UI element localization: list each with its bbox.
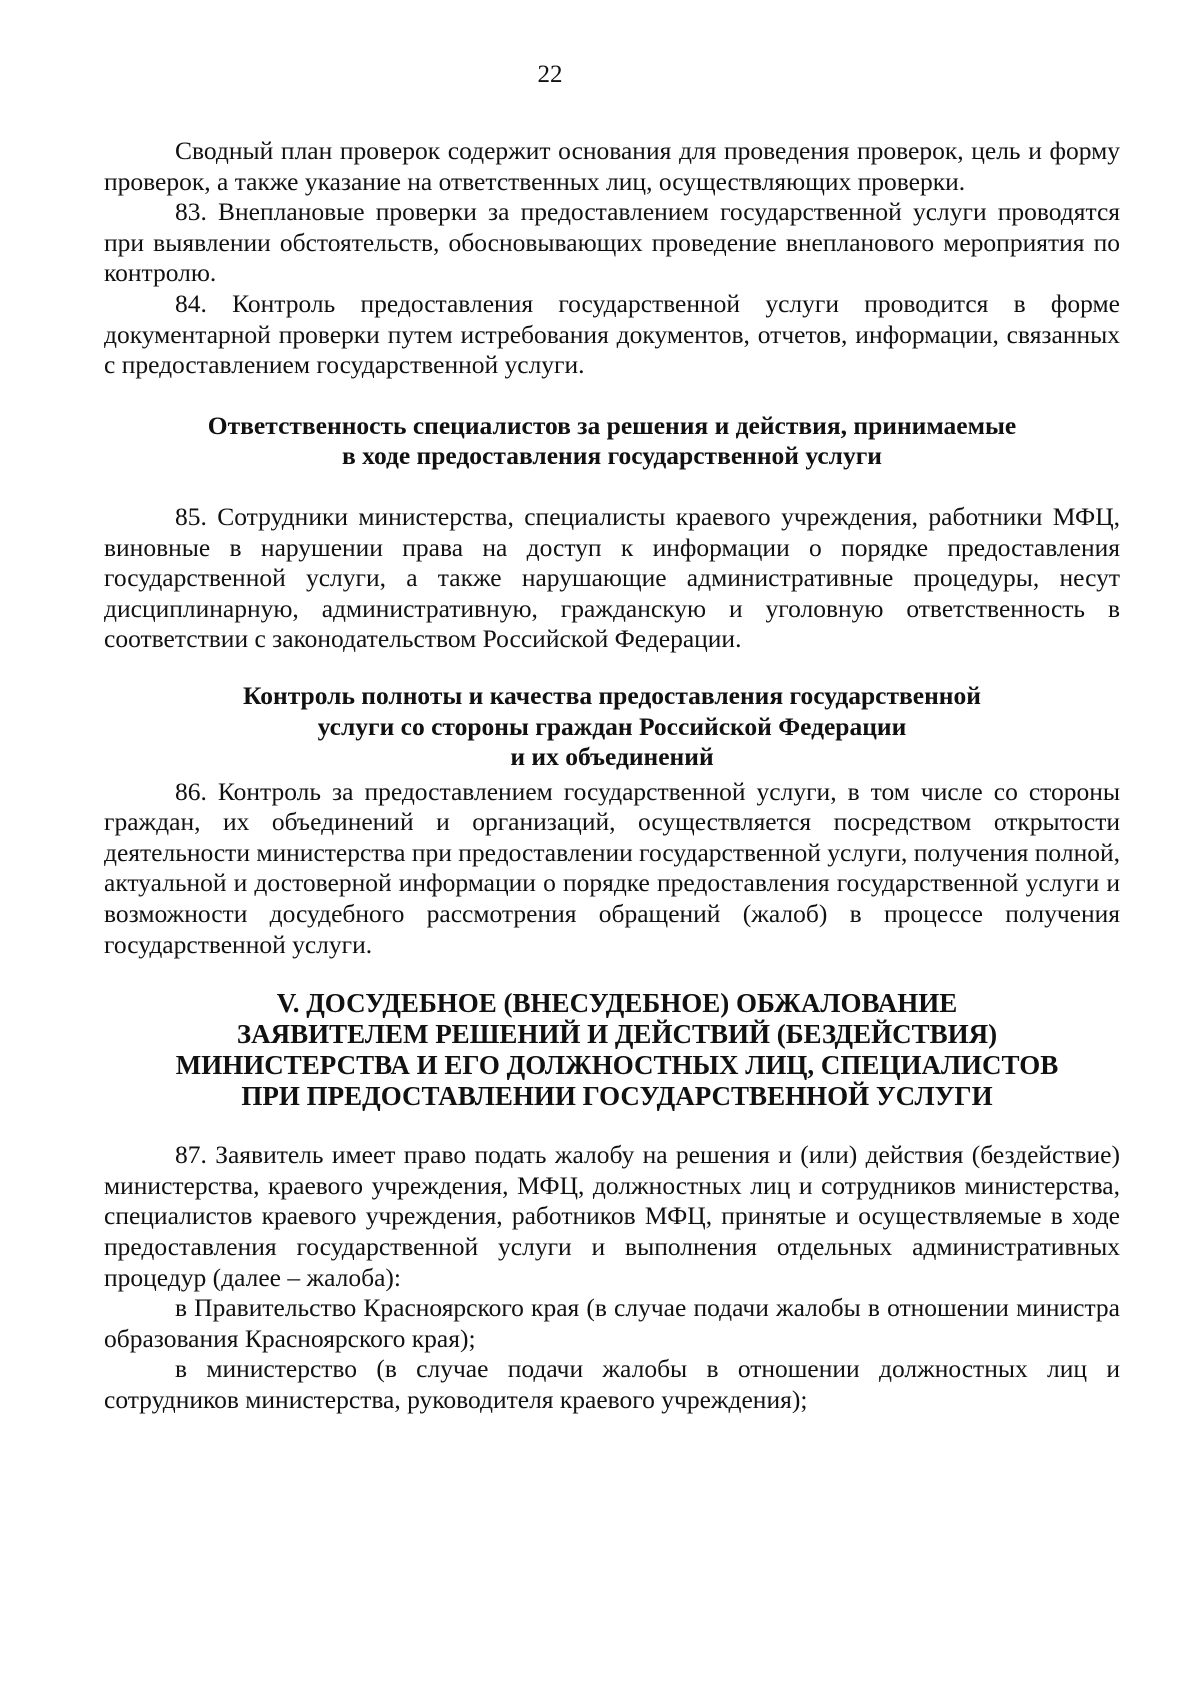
heading-citizen-control-line-3: и их объединений: [510, 742, 714, 772]
page-number: 22: [537, 61, 563, 88]
paragraph-summary-plan: Сводный план проверок содержит основания для проведения проверок, цель и форму проверок, а также указание на ответственных лиц, осуществляющих проверки.: [104, 136, 1120, 196]
paragraph-86: 86. Контроль за предоставлением государственной услуги, в том числе со стороны граждан, их объединений и организаций, осуществляется посредством открытости деятельности министерства при предоставлении государственной услуги, получения полной, актуальной и достоверной информации о порядке предоставления государственной услуги и возможности досудебного рассмотрения обращений (жалоб) в процессе получения государственной услуги.: [104, 776, 1120, 959]
section-5-title-line-4: ПРИ ПРЕДОСТАВЛЕНИИ ГОСУДАРСТВЕННОЙ УСЛУГИ: [241, 1081, 993, 1112]
section-5-title-line-1: V. ДОСУДЕБНОЕ (ВНЕСУДЕБНОЕ) ОБЖАЛОВАНИЕ: [276, 988, 958, 1019]
paragraph-83: 83. Внеплановые проверки за предоставлением государственной услуги проводятся при выявлении обстоятельств, обосновывающих проведение внепланового мероприятия по контролю.: [104, 197, 1120, 288]
paragraph-87-item-ministry: в министерство (в случае подачи жалобы в отношении должностных лиц и сотрудников министерства, руководителя краевого учреждения);: [104, 1354, 1120, 1414]
document-body: [104, 136, 1120, 1416]
heading-citizen-control: [104, 681, 1120, 773]
section-5-title-line-3: МИНИСТЕРСТВА И ЕГО ДОЛЖНОСТНЫХ ЛИЦ, СПЕЦИАЛИСТОВ: [175, 1050, 1059, 1081]
paragraph-85: 85. Сотрудники министерства, специалисты краевого учреждения, работники МФЦ, виновные в нарушении права на доступ к информации о порядке предоставления государственной услуги, а также нарушающие административные процедуры, несут дисциплинарную, административную, гражданскую и уголовную ответственность в соответствии с законодательством Российской Федерации.: [104, 501, 1120, 654]
heading-citizen-control-line-1: Контроль полноты и качества предоставления государственной: [243, 680, 981, 710]
heading-responsibility-line-2: в ходе предоставления государственной услуги: [342, 441, 882, 471]
section-5-title-line-2: ЗАЯВИТЕЛЕМ РЕШЕНИЙ И ДЕЙСТВИЙ (БЕЗДЕЙСТВИЯ): [236, 1019, 998, 1050]
paragraph-84: 84. Контроль предоставления государственной услуги проводится в форме документарной проверки путем истребования документов, отчетов, информации, связанных с предоставлением государственной услуги.: [104, 288, 1120, 380]
heading-citizen-control-line-2: услуги со стороны граждан Российской Федерации: [317, 711, 907, 741]
section-5-title: [104, 988, 1120, 1112]
heading-responsibility: [104, 411, 1120, 472]
paragraph-87: 87. Заявитель имеет право подать жалобу на решения и (или) действия (бездействие) министерства, краевого учреждения, МФЦ, должностных лиц и сотрудников министерства, специалистов краевого учреждения, работников МФЦ, принятые и осуществляемые в ходе предоставления государственной услуги и выполнения отдельных административных процедур (далее – жалоба):: [104, 1140, 1120, 1292]
paragraph-87-item-government: в Правительство Красноярского края (в случае подачи жалобы в отношении министра образования Красноярского края);: [104, 1293, 1120, 1353]
heading-responsibility-line-1: Ответственность специалистов за решения и действия, принимаемые: [207, 410, 1017, 440]
